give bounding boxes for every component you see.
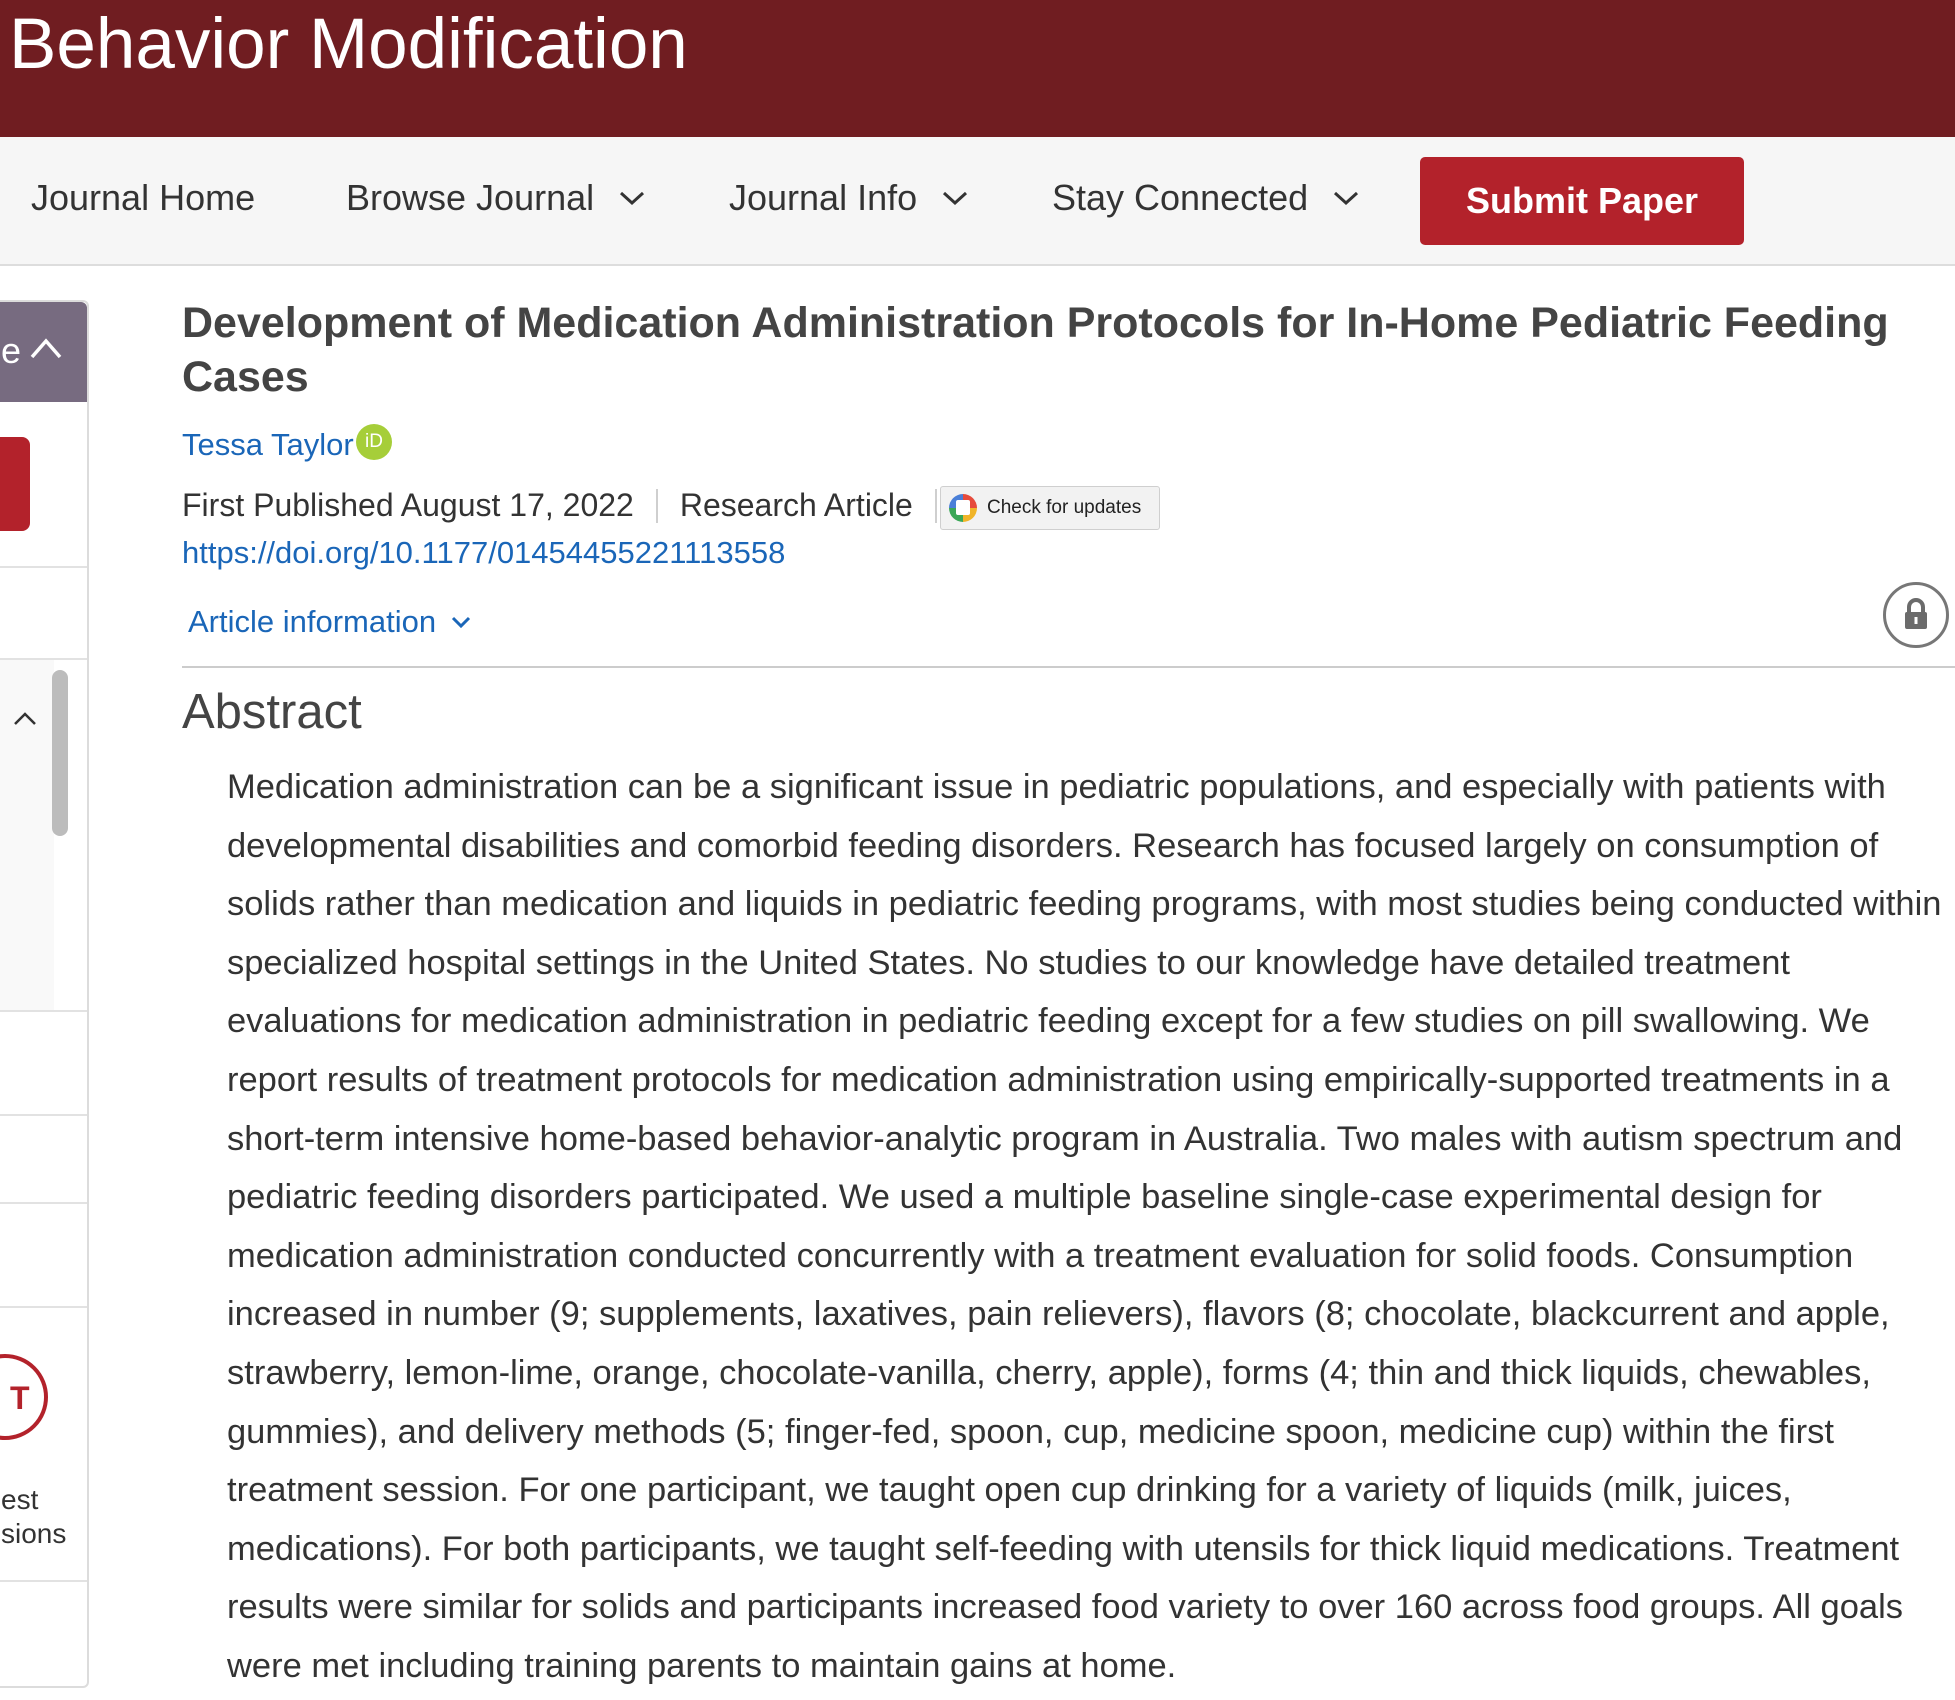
nav-browse-journal-label: Browse Journal (346, 177, 595, 218)
chevron-down-icon (618, 188, 646, 208)
abstract-text: Medication administration can be a significant issue in pediatric populations, and especially with patients with developmental disabilities and comorbid feeding disorders. Research has focused largely on consumption of solids rather than medication and liquids in pediatric feeding programs, with most studies being conducted within specialized hospital settings in the United States. No studies to our knowledge have detailed treatment evaluations for medication administration in pediatric feeding except for a few studies on pill swallowing. We report results of treatment protocols for medication administration using empirically-supported treatments in a short-term intensive home-based behavior-analytic program in Australia. Two males with autism spectrum and pediatric feeding disorders participated. We used a multiple baseline single-case experimental design for medication administration conducted concurrently with a treatment evaluation for solid foods. Consumption increased in number (9; supplements, laxatives, pain relievers), flavors (8; chocolate, blackcurrent and apple, strawberry, lemon-lime, orange, chocolate-vanilla, cherry, apple), forms (4; thin and thick liquids, chewables, gummies), and delivery methods (5; finger-fed, spoon, cup, medicine spoon, medicine cup) within the first treatment session. For one participant, we taught open cup drinking for a variety of liquids (milk, juices, medications). For both participants, we taught self-feeding with utensils for thick liquid medications. Treatment results were similar for solids and participants increased food variety to over 160 across food groups. All goals were met including training parents to maintain gains at home. (227, 768, 1942, 1685)
journal-header (0, 0, 1955, 137)
nav-stay-connected[interactable] (1052, 177, 1360, 219)
panel-badge-icon[interactable] (0, 1354, 48, 1440)
panel-scrollbar[interactable] (52, 670, 68, 836)
meta-separator (935, 489, 937, 523)
lock-icon (1886, 585, 1946, 645)
chevron-down-icon (450, 614, 472, 630)
article-information-label: Article information (188, 604, 437, 639)
article-type: Research Article (679, 487, 913, 523)
crossmark-icon (949, 494, 977, 522)
chevron-up-icon (29, 336, 63, 360)
meta-separator (656, 489, 658, 523)
check-for-updates-label: Check for updates (987, 497, 1142, 518)
panel-collapse-toggle[interactable] (0, 302, 87, 402)
panel-divider (0, 566, 87, 568)
chevron-down-icon (1332, 188, 1360, 208)
nav-stay-connected-label: Stay Connected (1052, 177, 1309, 218)
author-link[interactable]: Tessa Taylor (182, 427, 354, 462)
journal-title[interactable]: Behavior Modification (9, 5, 688, 84)
panel-divider (0, 1114, 87, 1116)
submit-paper-button[interactable]: Submit Paper (1420, 157, 1744, 245)
nav-journal-home-label: Journal Home (31, 177, 256, 218)
panel-badge-letter: T (10, 1380, 30, 1416)
panel-divider (0, 1010, 87, 1012)
chevron-down-icon (941, 188, 969, 208)
article-information-toggle[interactable] (188, 604, 472, 640)
check-for-updates-button[interactable] (940, 486, 1160, 530)
access-lock-button[interactable] (1883, 582, 1949, 648)
section-divider (182, 666, 1955, 668)
left-side-panel (0, 300, 89, 1688)
nav-journal-home[interactable] (31, 177, 255, 219)
main-nav (0, 137, 1955, 266)
abstract-heading: Abstract (182, 685, 362, 739)
article-meta (182, 487, 959, 524)
panel-divider (0, 1580, 87, 1582)
panel-divider (0, 1202, 87, 1204)
nav-journal-info-label: Journal Info (729, 177, 918, 218)
panel-divider (0, 1306, 87, 1308)
panel-text-line-2: sions (1, 1518, 67, 1549)
panel-action-button[interactable] (0, 437, 30, 531)
nav-journal-info[interactable] (729, 177, 969, 219)
nav-browse-journal[interactable] (346, 177, 646, 219)
panel-toggle-label: e (1, 330, 22, 371)
doi-link[interactable]: https://doi.org/10.1177/01454455221113558 (182, 535, 786, 570)
panel-text-line-1: est (1, 1484, 39, 1515)
first-published: First Published August 17, 2022 (182, 487, 634, 523)
orcid-icon[interactable]: iD (356, 424, 392, 460)
article-title: Development of Medication Administration Protocols for In-Home Pediatric Feeding Cases (182, 299, 1889, 401)
chevron-up-icon[interactable] (12, 710, 38, 726)
